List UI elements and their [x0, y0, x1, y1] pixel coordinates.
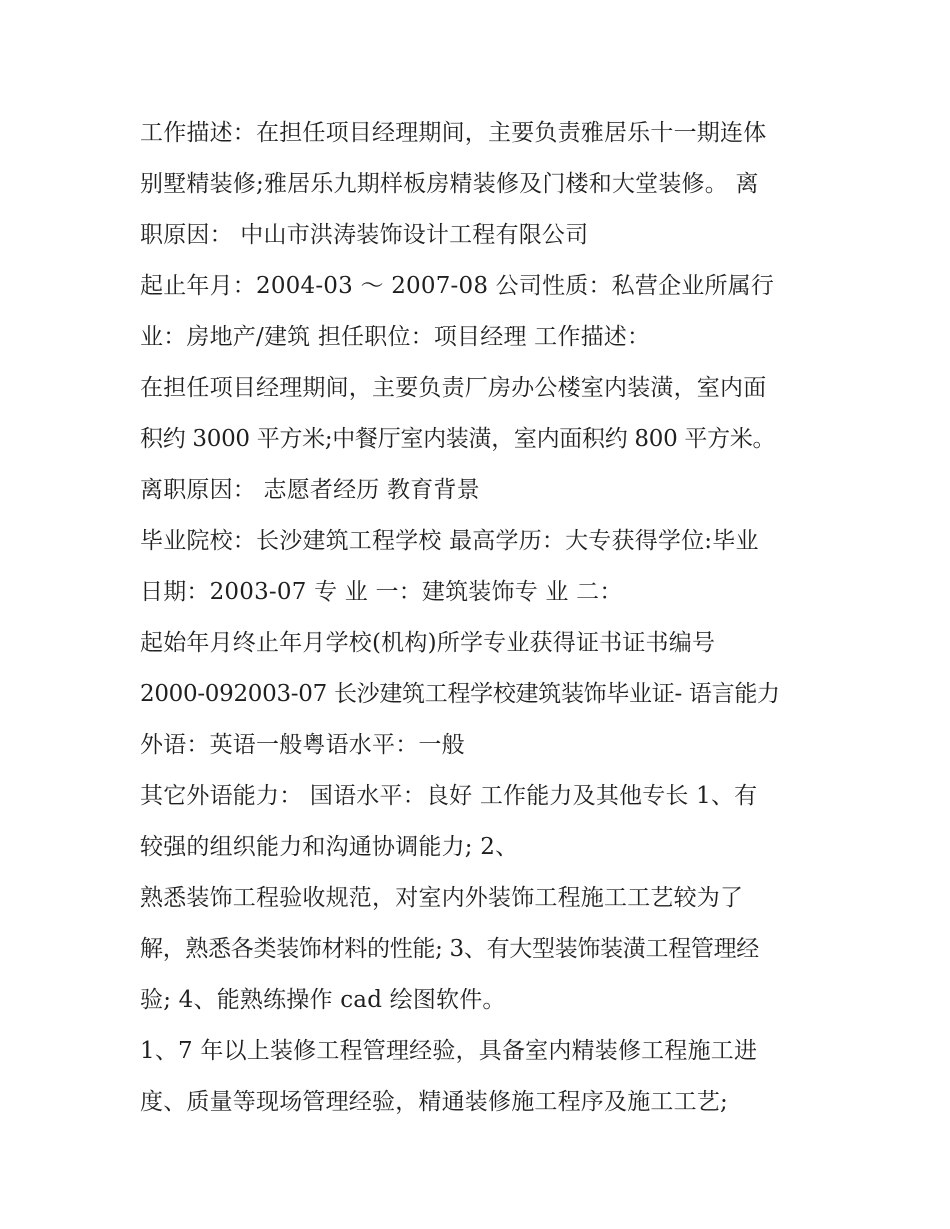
text-line-15: 较强的组织能力和沟通协调能力; 2、 [140, 834, 519, 860]
text-line-2: 别墅精装修;雅居乐九期样板房精装修及门楼和大堂装修。 离 [140, 171, 759, 197]
text-line-18: 验; 4、能熟练操作 cad 绘图软件。 [140, 987, 506, 1013]
text-line-20: 度、质量等现场管理经验，精通装修施工程序及施工工艺; [140, 1089, 728, 1115]
text-line-3: 职原因： 中山市洪涛装饰设计工程有限公司 [140, 222, 589, 248]
text-line-16: 熟悉装饰工程验收规范，对室内外装饰工程施工工艺较为了 [140, 885, 744, 911]
text-line-1: 工作描述：在担任项目经理期间，主要负责雅居乐十一期连体 [140, 120, 767, 146]
text-line-12: 2000-092003-07 长沙建筑工程学校建筑装饰毕业证- 语言能力 [140, 681, 780, 707]
text-line-13: 外语：英语一般粤语水平：一般 [140, 732, 465, 758]
text-line-14: 其它外语能力： 国语水平：良好 工作能力及其他专长 1、有 [140, 783, 758, 809]
text-line-11: 起始年月终止年月学校(机构)所学专业获得证书证书编号 [140, 630, 716, 656]
text-line-8: 离职原因： 志愿者经历 教育背景 [140, 477, 480, 503]
text-line-17: 解，熟悉各类装饰材料的性能; 3、有大型装饰装潢工程管理经 [140, 936, 759, 962]
text-line-4: 起止年月：2004-03 ～ 2007-08 公司性质：私营企业所属行 [140, 273, 775, 299]
document-body [140, 108, 830, 1128]
text-line-9: 毕业院校：长沙建筑工程学校 最高学历：大专获得学位:毕业 [140, 528, 759, 554]
text-line-7: 积约 3000 平方米;中餐厅室内装潢，室内面积约 800 平方米。 [140, 426, 776, 452]
text-line-10: 日期：2003-07 专 业 一：建筑装饰专 业 二： [140, 579, 623, 605]
text-line-19: 1、7 年以上装修工程管理经验，具备室内精装修工程施工进 [140, 1038, 758, 1064]
text-line-6: 在担任项目经理期间，主要负责厂房办公楼室内装潢，室内面 [140, 375, 767, 401]
text-line-5: 业：房地产/建筑 担任职位：项目经理 工作描述： [140, 324, 651, 350]
